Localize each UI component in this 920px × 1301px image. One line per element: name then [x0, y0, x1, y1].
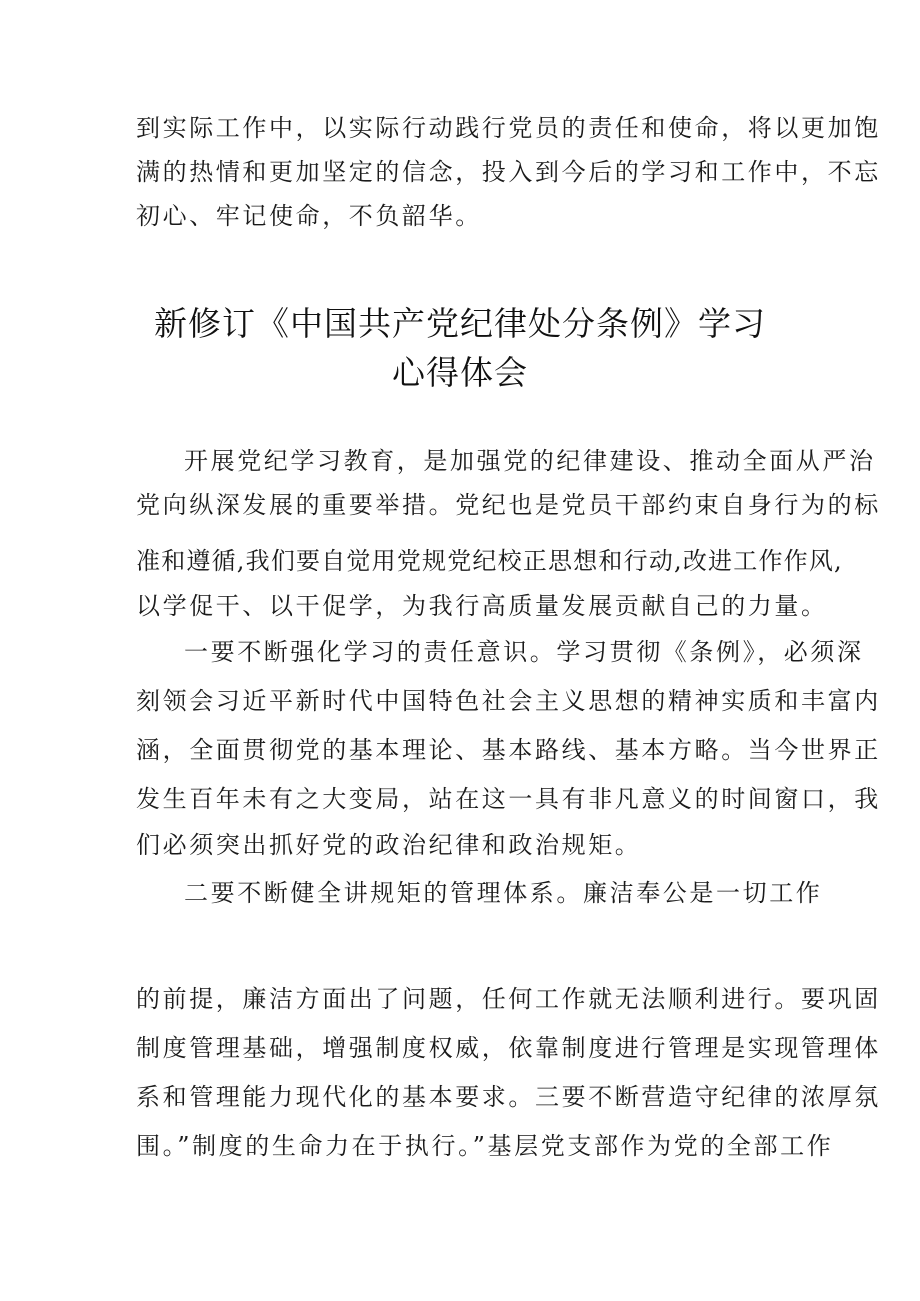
paragraph-line: 党向纵深发展的重要举措。党纪也是党员干部约束自身行为的标: [136, 491, 881, 519]
continuation-line: 满的热情和更加坚定的信念，投入到今后的学习和工作中，不忘: [136, 158, 881, 186]
continuation-line: 到实际工作中，以实际行动践行党员的责任和使命，将以更加饱: [136, 114, 881, 142]
document-title-line-1: 新修订《中国共产党纪律处分条例》学习: [154, 304, 766, 343]
paragraph-line: 刻领会习近平新时代中国特色社会主义思想的精神实质和丰富内: [136, 687, 881, 715]
paragraph-line: 制度管理基础，增强制度权威，依靠制度进行管理是实现管理体: [136, 1034, 881, 1062]
paragraph-line: 发生百年未有之大变局，站在这一具有非凡意义的时间窗口，我: [136, 785, 881, 813]
paragraph-line: 系和管理能力现代化的基本要求。三要不断营造守纪律的浓厚氛: [136, 1083, 881, 1111]
paragraph-line: 二要不断健全讲规矩的管理体系。廉洁奉公是一切工作: [184, 879, 823, 907]
document-title-line-2: 心得体会: [392, 353, 528, 392]
paragraph-line: 以学促干、以干促学，为我行高质量发展贡献自己的力量。: [136, 592, 828, 620]
paragraph-line: 的前提，廉洁方面出了问题，任何工作就无法顺利进行。要巩固: [136, 985, 881, 1013]
paragraph-line: 涵，全面贯彻党的基本理论、基本路线、基本方略。当今世界正: [136, 736, 881, 764]
paragraph-line: 围。”制度的生命力在于执行。”基层党支部作为党的全部工作: [136, 1132, 834, 1160]
paragraph-line: 开展党纪学习教育，是加强党的纪律建设、推动全面从严治: [184, 447, 876, 475]
continuation-line: 初心、牢记使命，不负韶华。: [136, 202, 482, 230]
paragraph-line: 们必须突出抓好党的政治纪律和政治规矩。: [136, 831, 642, 859]
paragraph-line: 准和遵循,我们要自觉用党规党纪校正思想和行动,改进工作作风,: [136, 547, 843, 575]
paragraph-line: 一要不断强化学习的责任意识。学习贯彻《条例》，必须深: [184, 638, 864, 666]
